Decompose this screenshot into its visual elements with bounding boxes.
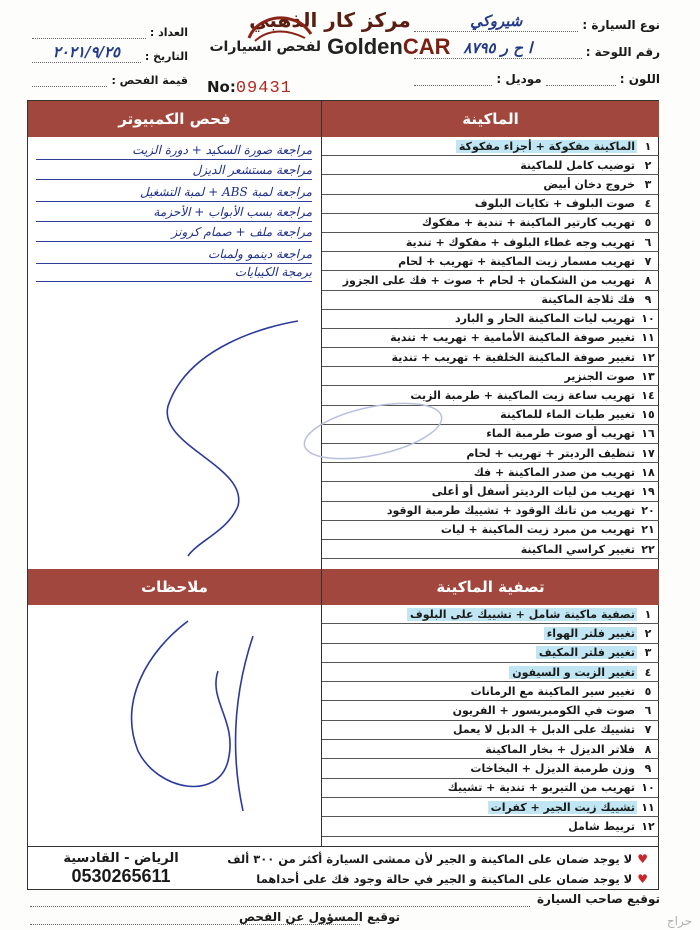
remarks-section-header: ملاحظات (28, 569, 321, 605)
tune-item-text: تشييك زيت الجير + كفرات (488, 801, 637, 814)
faint-stamp (298, 401, 448, 461)
inspector-signature-label: توقيع المسؤول عن الفحص (238, 910, 400, 924)
tune-item-row (322, 817, 659, 836)
computer-note-line: مراجعة صورة السكيد + دورة الزيت (132, 143, 312, 157)
color-value (546, 66, 616, 86)
engine-item-number: ١٨ (641, 465, 655, 479)
engine-item-text: صوت الجنزير (564, 369, 635, 383)
engine-item-number: ١٩ (641, 484, 655, 498)
car-logo-icon (245, 8, 315, 48)
tune-item-text: تغيير فلتر الهواء (544, 627, 637, 640)
engine-item-text: تهريب من الشكمان + لحام + صوت + فك على الجزوز (342, 273, 635, 287)
tune-item-number: ١٢ (641, 819, 655, 833)
engine-item-number: ١٣ (641, 369, 655, 383)
engine-item-row (322, 195, 659, 214)
engine-item-number: ٤ (644, 197, 652, 211)
car-type-label: نوع السيارة : (582, 18, 660, 32)
engine-item-text: تهريب ساعة زيت الماكينة + طرمبة الزيت (410, 389, 635, 403)
engine-item-number: ٢٠ (641, 504, 655, 518)
engine-item-number: ١٢ (641, 350, 655, 364)
owner-signature-label: توقيع صاحب السيارة (536, 892, 660, 906)
engine-item-row (322, 291, 659, 310)
engine-item-text: تهريب من صدر الماكينة + فك (473, 465, 635, 479)
warranty-note-1: لا يوجد ضمان على الماكينة و الجير لأن ممشى السيارة أكثر من ٣٠٠ ألف (227, 852, 633, 866)
engine-item-text: تهريب من ليات الرديتر أسفل أو أعلى (431, 484, 635, 498)
counter-label: العداد : (149, 26, 188, 39)
engine-item-row (322, 310, 659, 329)
engine-item-text: تهريب ليات الماكينة الحار و البارد (454, 312, 635, 326)
header-left-fields (28, 15, 188, 87)
tune-item-row (322, 759, 659, 778)
engine-item-text: تغيير صوفة الماكينة الأمامية + تهريب + تندية (390, 331, 635, 345)
tune-item-number: ١ (644, 607, 652, 621)
warranty-notes (218, 849, 648, 889)
tune-item-number: ٤ (644, 665, 652, 679)
engine-item-text: فك ثلاجة الماكينة (541, 293, 635, 307)
engine-item-number: ٩ (644, 293, 652, 307)
engine-item-row (322, 214, 659, 233)
counter-line (28, 15, 188, 39)
engine-item-text: صوت البلوف + تكايات البلوف (474, 197, 635, 211)
computer-note-line: برمجة الكيبايات (234, 265, 312, 279)
tune-item-number: ٣ (644, 646, 652, 660)
tune-item-row (322, 605, 659, 624)
tune-section-header: تصفية الماكينة (322, 569, 659, 605)
tune-item-row (322, 721, 659, 740)
engine-item-text: تهريب أو صوت طرمبة الماء (486, 427, 635, 441)
engine-item-text: خروج دخان أبيض (543, 177, 635, 191)
engine-item-row (322, 463, 659, 482)
engine-item-text: تغيير طبات الماء للماكينة (500, 408, 635, 422)
tune-item-text: فلاتر الديزل + بخار الماكينة (485, 742, 635, 756)
engine-item-number: ٣ (644, 177, 652, 191)
tune-item-row (322, 798, 659, 817)
engine-item-number: ١١ (641, 331, 655, 345)
value-line (28, 63, 188, 87)
tune-item-text: تربيط شامل (568, 819, 635, 833)
color-label: اللون : (619, 72, 660, 86)
engine-item-row (322, 348, 659, 367)
value-value (32, 67, 107, 87)
computer-note-line: مراجعة دينمو ولمبات (207, 247, 312, 261)
tune-item-number: ٢ (644, 626, 652, 640)
plate-label: رقم اللوحة : (585, 45, 660, 59)
inspection-table (27, 100, 659, 890)
engine-item-text: تهريب مسمار زيت الماكينة + تهريب + لحام (398, 254, 635, 268)
engine-item-number: ٢٢ (641, 542, 655, 556)
engine-item-number: ٦ (644, 235, 652, 249)
computer-note-line: مراجعة ملف + صمام كرونز (171, 225, 312, 239)
tune-item-number: ١٠ (641, 781, 655, 795)
tune-item-number: ٩ (644, 762, 652, 776)
computer-note-line: مراجعة لمبة ABS + لمبة التشغيل (140, 185, 312, 199)
watermark-logo: حراج (666, 914, 692, 928)
serial-number (207, 78, 292, 98)
computer-section-header: فحص الكمبيوتر (28, 101, 321, 137)
tune-item-text: تصفية ماكينة شامل + تشييك على البلوف (407, 608, 637, 621)
engine-item-number: ١٧ (641, 446, 655, 460)
tune-item-number: ٨ (644, 742, 652, 756)
tune-item-number: ٧ (644, 723, 652, 737)
engine-section-header: الماكينة (322, 101, 659, 137)
strike-scribble (128, 316, 318, 566)
tune-item-text: تغيير سير الماكينة مع الرمانات (470, 684, 635, 698)
engine-item-number: ١٤ (641, 389, 655, 403)
logo-english-name: GoldenCAR (327, 34, 451, 59)
counter-value (32, 19, 146, 39)
serial-label: No: (207, 78, 236, 96)
engine-item-row (322, 482, 659, 501)
tune-item-number: ٦ (644, 704, 652, 718)
engine-item-text: تنظيف الرديتر + تهريب + لحام (466, 446, 635, 460)
tune-item-row (322, 682, 659, 701)
computer-note-line: مراجعة بسب الأبواب + الأحزمة (153, 205, 312, 219)
engine-item-text: تغيير كراسي الماكينة (520, 542, 635, 556)
engine-item-row (322, 137, 659, 156)
date-label: التاريخ : (144, 50, 188, 63)
date-value: ٢٠٢١/٩/٢٥ (32, 43, 141, 63)
date-line (28, 39, 188, 63)
engine-item-row (322, 156, 659, 175)
computer-note-line: مراجعة مستشعر الديزل (192, 163, 312, 177)
engine-item-row (322, 252, 659, 271)
engine-item-row (322, 233, 659, 252)
engine-item-number: ٨ (644, 273, 652, 287)
tune-item-row (322, 740, 659, 759)
engine-item-text: تهريب وجه غطاء البلوف + مفكوك + تندية (405, 235, 635, 249)
engine-item-row (322, 329, 659, 348)
tune-item-text: تغيير فلتر المكيف (536, 646, 637, 659)
phone-number: 0530265611 (71, 866, 171, 886)
model-label: موديل : (496, 72, 542, 86)
engine-items-list (322, 137, 659, 559)
engine-item-number: ١٦ (641, 427, 655, 441)
engine-item-number: ٥ (644, 216, 652, 230)
tune-item-text: وزن طرمبة الديزل + البخاخات (470, 762, 635, 776)
branch-location: الرياض - القادسية (63, 851, 179, 866)
engine-item-row (322, 540, 659, 559)
engine-item-row (322, 521, 659, 540)
value-label: قيمة الفحص : (111, 74, 188, 87)
engine-item-text: توضيب كامل للماكينة (520, 158, 635, 172)
engine-item-text: الماكينة مفكوكة + أجزاء مفكوكة (456, 140, 637, 153)
tune-item-text: تشييك على الدبل + الدبل لا يعمل (452, 723, 635, 737)
tune-item-text: تغيير الزيت و السيفون (509, 666, 637, 679)
tune-item-text: تهريب من التيربو + تندية + تشييك (447, 781, 635, 795)
tune-items-list (322, 605, 659, 837)
engine-item-text: تغيير صوفة الماكينة الخلفية + تهريب + تندية (391, 350, 635, 364)
tune-item-row (322, 663, 659, 682)
engine-item-row (322, 502, 659, 521)
tune-item-text: صوت في الكومبريسور + الفريون (452, 704, 635, 718)
engine-item-number: ١ (644, 139, 652, 153)
engine-item-number: ٢ (644, 158, 652, 172)
engine-item-number: ١٠ (641, 312, 655, 326)
tune-item-number: ١١ (641, 800, 655, 814)
remarks-scribble (78, 611, 298, 831)
logo-arabic-name: مركز كار الذهبي (249, 8, 411, 32)
company-logo (205, 8, 455, 70)
engine-item-row (322, 271, 659, 290)
engine-item-number: ٢١ (641, 523, 655, 537)
logo-subtitle: لفحص السيارات (209, 39, 322, 55)
engine-item-row (322, 367, 659, 386)
warranty-note-2: لا يوجد ضمان على الماكينة و الجير في حالة وجود فك على أحداهما (256, 872, 633, 886)
engine-item-number: ١٥ (641, 408, 655, 422)
heart-icon: ♥ (637, 872, 648, 886)
engine-item-row (322, 175, 659, 194)
serial-value: 09431 (235, 79, 292, 98)
tune-item-row (322, 701, 659, 720)
tune-item-row (322, 779, 659, 798)
contact-info (36, 851, 206, 887)
car-type-value: شيروكي (414, 12, 578, 32)
tune-item-row (322, 624, 659, 643)
heart-icon: ♥ (637, 852, 648, 866)
plate-value: ا ح ر ٨٧٩٥ (414, 39, 582, 59)
engine-item-text: تهريب من مبرد زيت الماكينة + ليات (440, 523, 635, 537)
tune-item-number: ٥ (644, 684, 652, 698)
tune-item-row (322, 644, 659, 663)
engine-item-text: تهريب من تانك الوقود + تشييك طرمبة الوقود (386, 504, 635, 518)
engine-item-text: تهريب كارتير الماكينة + تندية + مفكوك (421, 216, 635, 230)
engine-item-number: ٧ (644, 254, 652, 268)
